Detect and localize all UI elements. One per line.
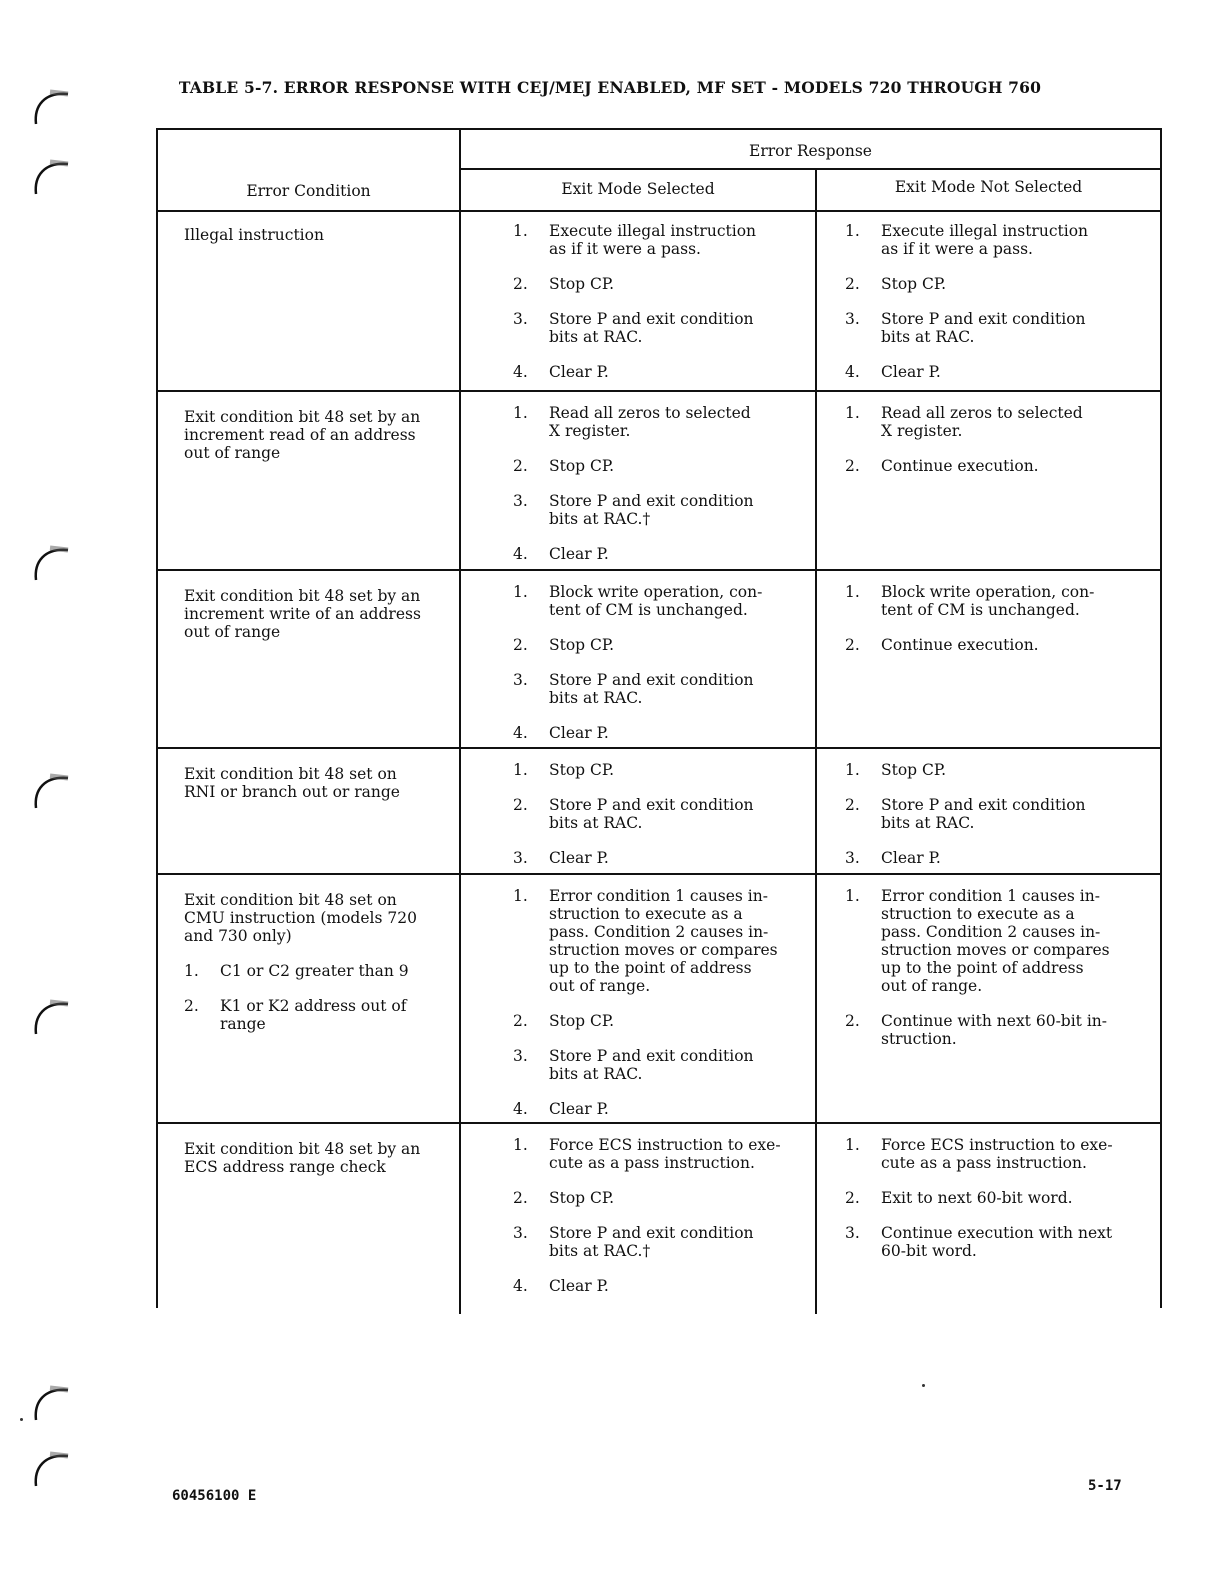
error-condition-text: Illegal instruction [184,226,324,244]
step-number: 2. [513,636,528,654]
step-text: Continue with next 60-bit in- struction. [881,1012,1108,1048]
header-error-condition: Error Condition [246,182,371,200]
step-text: Stop CP. [549,1189,615,1207]
step-text: Block write operation, con- tent of CM is unchanged. [549,583,763,619]
step-number: 1. [513,222,528,240]
step-number: 1. [513,583,528,601]
exit-mode-not-selected-cell [817,210,1160,390]
error-condition-cell [158,875,461,1122]
step-text: Clear P. [549,1277,609,1295]
response-step [845,761,1150,779]
error-condition-text: Exit condition bit 48 set on CMU instruction (models 720 and 730 only) [184,891,417,945]
step-number: 4. [513,545,528,563]
response-step [845,363,1150,381]
step-text: Clear P. [549,545,609,563]
step-number: 4. [513,724,528,742]
response-step [513,1277,805,1295]
step-text: Continue execution. [881,636,1039,654]
binder-hole-icon [30,996,74,1036]
step-text: Force ECS instruction to exe- cute as a pass instruction. [549,1136,781,1172]
exit-mode-not-selected-cell [817,1124,1160,1314]
step-text: Clear P. [881,849,941,867]
response-step [513,1012,805,1030]
binder-hole-icon [30,1448,74,1488]
step-number: 3. [513,1047,528,1065]
header-error-response-cell [461,130,1160,170]
response-step [513,761,805,779]
step-number: 1. [845,761,860,779]
step-text: Clear P. [881,363,941,381]
speck [922,1384,925,1387]
step-number: 3. [513,492,528,510]
exit-mode-selected-cell [461,571,817,747]
error-condition-text: Exit condition bit 48 set on RNI or branch out or range [184,765,400,801]
response-step [513,671,805,707]
step-number: 3. [845,849,860,867]
exit-mode-not-selected-cell [817,392,1160,569]
step-text: Stop CP. [549,457,615,475]
exit-mode-not-selected-cell [817,875,1160,1122]
binder-hole-icon [30,1382,74,1422]
step-text: Store P and exit condition bits at RAC. [881,796,1086,832]
exit-mode-selected-cell [461,392,817,569]
response-step [513,545,805,563]
step-number: 2. [845,275,860,293]
step-text: Clear P. [549,363,609,381]
step-number: 4. [513,1100,528,1118]
response-step [513,1100,805,1118]
error-response-table [156,128,1162,1308]
step-number: 1. [513,1136,528,1154]
table-row [158,392,1160,571]
error-condition-text: Exit condition bit 48 set by an increment write of an address out of range [184,587,421,641]
subitem-number: 2. [184,997,199,1015]
step-text: Store P and exit condition bits at RAC. [549,310,754,346]
step-text: Block write operation, con- tent of CM is unchanged. [881,583,1095,619]
response-step [513,1047,805,1083]
subitem-text: K1 or K2 address out of range [220,997,407,1033]
step-number: 2. [845,1012,860,1030]
error-condition-cell [158,392,461,569]
binder-hole-icon [30,156,74,196]
step-text: Clear P. [549,1100,609,1118]
table-row [158,1124,1160,1314]
table-header [158,130,1160,212]
step-number: 3. [845,310,860,328]
step-number: 4. [845,363,860,381]
step-number: 2. [513,796,528,814]
step-number: 1. [845,583,860,601]
header-exit-mode-selected-cell [461,170,817,210]
step-text: Clear P. [549,724,609,742]
step-text: Execute illegal instruction as if it were a pass. [549,222,757,258]
response-step [845,849,1150,867]
response-step [513,849,805,867]
table-row [158,749,1160,875]
response-step [845,1189,1150,1207]
step-text: Error condition 1 causes in- struction to execute as a pass. Condition 2 causes in- struction moves or compares up to the point of address out of range. [549,887,778,995]
exit-mode-selected-cell [461,1124,817,1314]
exit-mode-selected-cell [461,210,817,390]
document-number: 60456100 E [172,1488,257,1504]
page-number: 5-17 [1088,1478,1122,1494]
response-step [513,887,805,995]
response-step [513,1189,805,1207]
step-number: 3. [845,1224,860,1242]
step-text: Clear P. [549,849,609,867]
table-title: TABLE 5-7. ERROR RESPONSE WITH CEJ/MEJ ENABLED, MF SET - MODELS 720 THROUGH 760 [178,78,1042,97]
response-step [513,492,805,528]
condition-subitem [184,997,439,1033]
step-number: 2. [513,457,528,475]
exit-mode-selected-cell [461,749,817,873]
step-number: 2. [513,275,528,293]
table-row [158,875,1160,1124]
header-exit-mode-selected: Exit Mode Selected [561,180,715,198]
step-number: 2. [845,636,860,654]
step-number: 1. [513,887,528,905]
step-text: Stop CP. [549,636,615,654]
binder-hole-icon [30,542,74,582]
step-text: Exit to next 60-bit word. [881,1189,1073,1207]
header-exit-mode-not-selected: Exit Mode Not Selected [894,178,1083,196]
step-number: 3. [513,849,528,867]
step-number: 2. [845,796,860,814]
response-step [513,636,805,654]
condition-subitem [184,962,439,980]
table-row [158,571,1160,749]
error-condition-cell [158,1124,461,1314]
error-condition-text: Exit condition bit 48 set by an ECS address range check [184,1140,421,1176]
subitem-text: C1 or C2 greater than 9 [220,962,409,980]
response-step [513,310,805,346]
response-step [513,363,805,381]
step-number: 3. [513,671,528,689]
response-step [513,583,805,619]
response-step [513,1224,805,1260]
response-step [845,222,1150,258]
error-condition-cell [158,749,461,873]
step-number: 2. [845,457,860,475]
step-text: Stop CP. [881,761,947,779]
step-number: 1. [845,887,860,905]
step-text: Store P and exit condition bits at RAC. [549,796,754,832]
step-text: Force ECS instruction to exe- cute as a pass instruction. [881,1136,1113,1172]
response-step [513,222,805,258]
exit-mode-not-selected-cell [817,749,1160,873]
step-text: Execute illegal instruction as if it were a pass. [881,222,1089,258]
step-number: 2. [513,1012,528,1030]
response-step [845,636,1150,654]
error-condition-cell [158,210,461,390]
step-text: Error condition 1 causes in- struction to execute as a pass. Condition 2 causes in- struction moves or compares up to the point of address out of range. [881,887,1110,995]
table-row [158,210,1160,392]
response-step [845,1224,1150,1260]
exit-mode-not-selected-cell [817,571,1160,747]
step-text: Stop CP. [549,761,615,779]
response-step [845,404,1150,440]
header-exit-mode-not-selected-cell [817,170,1160,210]
error-condition-cell [158,571,461,747]
step-text: Store P and exit condition bits at RAC. [549,671,754,707]
step-text: Store P and exit condition bits at RAC.† [549,492,754,528]
step-text: Store P and exit condition bits at RAC.† [549,1224,754,1260]
step-text: Read all zeros to selected X register. [881,404,1083,440]
step-text: Stop CP. [549,1012,615,1030]
step-text: Stop CP. [881,275,947,293]
step-text: Stop CP. [549,275,615,293]
step-text: Store P and exit condition bits at RAC. [881,310,1086,346]
response-step [845,796,1150,832]
step-number: 1. [845,404,860,422]
step-text: Continue execution. [881,457,1039,475]
step-text: Continue execution with next 60-bit word. [881,1224,1113,1260]
step-number: 1. [845,222,860,240]
exit-mode-selected-cell [461,875,817,1122]
response-step [845,310,1150,346]
step-number: 1. [845,1136,860,1154]
step-number: 1. [513,761,528,779]
step-number: 1. [513,404,528,422]
response-step [845,275,1150,293]
binder-hole-icon [30,770,74,810]
header-error-response: Error Response [749,142,872,160]
step-number: 3. [513,1224,528,1242]
step-text: Read all zeros to selected X register. [549,404,751,440]
speck [20,1418,23,1421]
response-step [513,724,805,742]
response-step [513,1136,805,1172]
response-step [845,1012,1150,1048]
response-step [845,583,1150,619]
response-step [513,457,805,475]
step-number: 2. [513,1189,528,1207]
step-number: 3. [513,310,528,328]
binder-hole-icon [30,86,74,126]
error-condition-text: Exit condition bit 48 set by an increment read of an address out of range [184,408,421,462]
response-step [845,887,1150,995]
header-error-condition-cell [158,130,461,210]
step-text: Store P and exit condition bits at RAC. [549,1047,754,1083]
response-step [513,275,805,293]
step-number: 2. [845,1189,860,1207]
response-step [845,457,1150,475]
response-step [513,404,805,440]
step-number: 4. [513,1277,528,1295]
subitem-number: 1. [184,962,199,980]
response-step [513,796,805,832]
step-number: 4. [513,363,528,381]
response-step [845,1136,1150,1172]
